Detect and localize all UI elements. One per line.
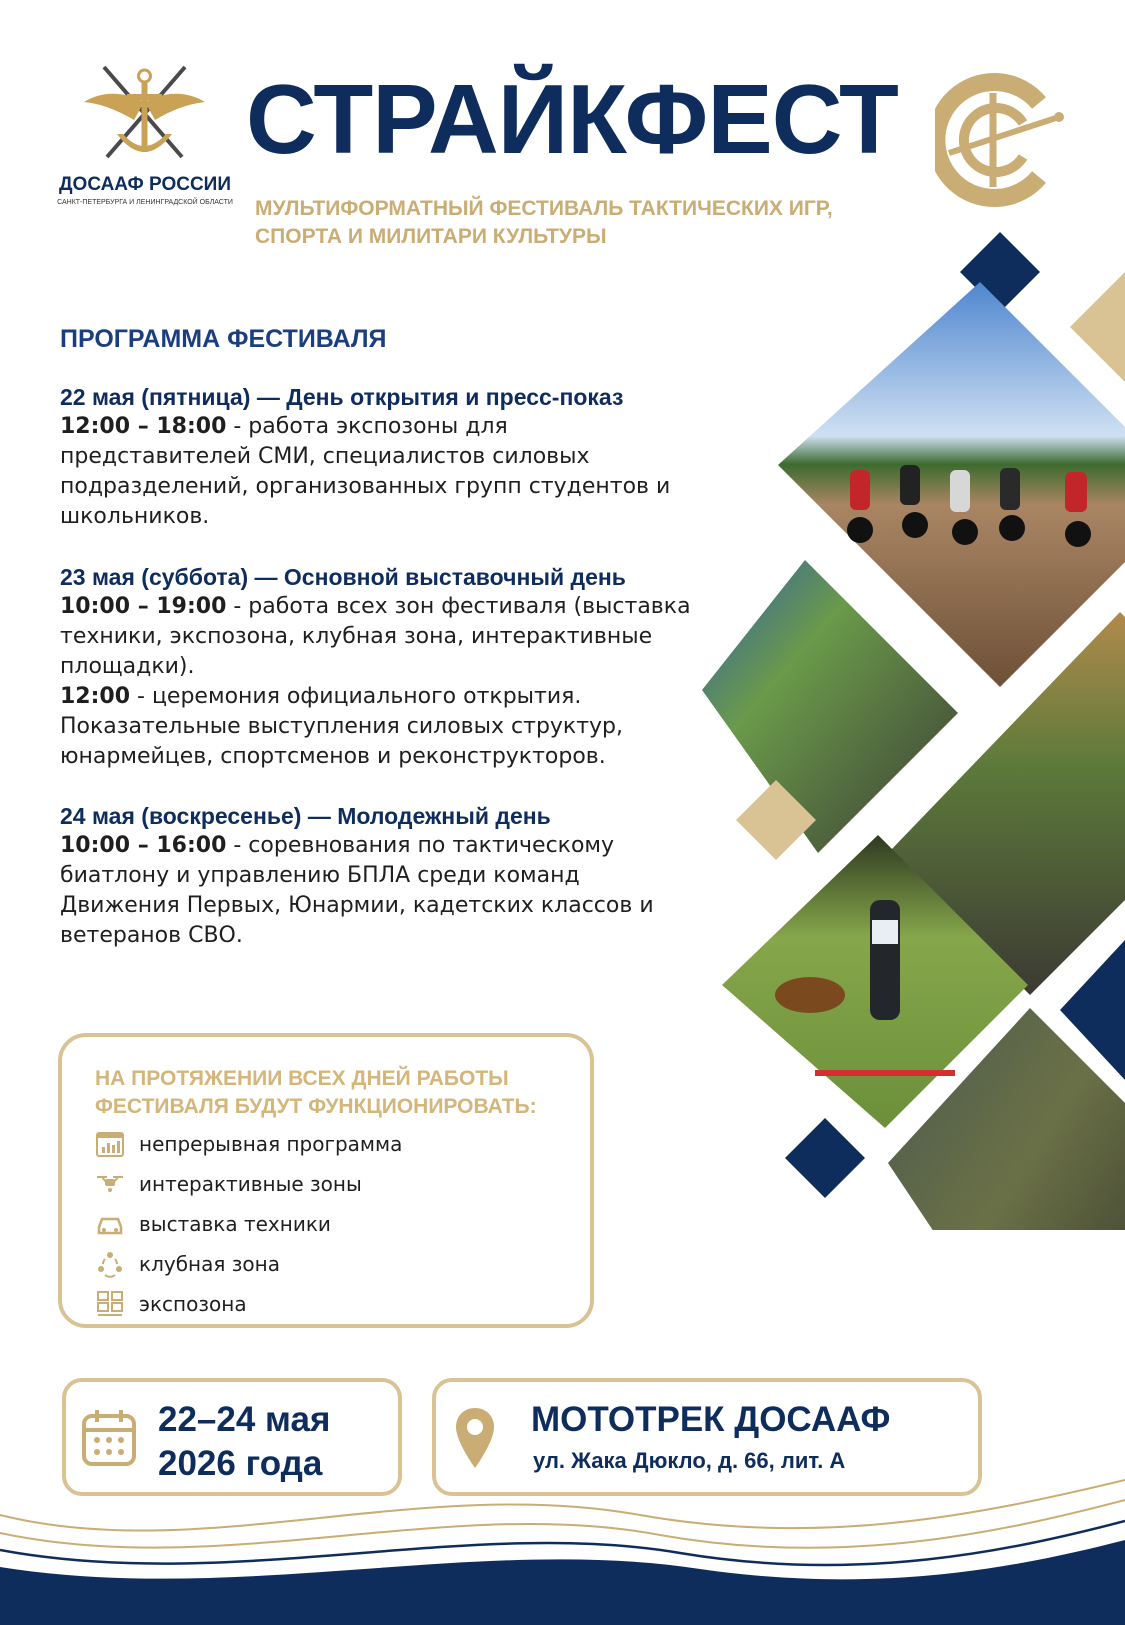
entry-text: - работа всех зон фестиваля (выставка техники, экспозона, клубная зона, интерактивные площадки). bbox=[60, 594, 691, 679]
features-heading bbox=[95, 1065, 575, 1121]
festival-title: СТРАЙКФЕСТ bbox=[246, 64, 898, 174]
feature-label: непрерывная программа bbox=[139, 1132, 403, 1156]
club-people-icon bbox=[95, 1249, 125, 1279]
features-heading-line-2: ФЕСТИВАЛЯ БУДУТ ФУНКЦИОНИРОВАТЬ: bbox=[95, 1095, 537, 1118]
schedule-entry bbox=[60, 592, 700, 682]
entry-text: - церемония официального открытия. Показательные выступления силовых структур, юнармейцев, спортсменов и реконструкторов. bbox=[60, 684, 624, 769]
entry-time: 10:00 – 16:00 bbox=[60, 833, 227, 858]
entry-text: - соревнования по тактическому биатлону и управлению БПЛА среди команд Движения Первых, Юнармии, кадетских классов и ветеранов СВО. bbox=[60, 833, 654, 948]
subtitle-line-1: МУЛЬТИФОРМАТНЫЙ ФЕСТИВАЛЬ ТАКТИЧЕСКИХ ИГР, bbox=[255, 197, 833, 220]
entry-text: - работа экспозоны для представителей СМИ, специалистов силовых подразделений, организованных групп студентов и школьников. bbox=[60, 414, 671, 529]
org-name: ДОСААФ РОССИИ bbox=[59, 174, 231, 195]
event-date bbox=[158, 1398, 330, 1486]
day-title: 23 мая (суббота) — Основной выставочный день bbox=[60, 564, 626, 590]
expo-icon bbox=[95, 1289, 125, 1319]
feature-item bbox=[95, 1168, 362, 1200]
program-day-3 bbox=[60, 801, 700, 951]
feature-item bbox=[95, 1128, 402, 1160]
schedule-entry bbox=[60, 412, 700, 532]
feature-label: экспозона bbox=[139, 1292, 247, 1316]
venue-title: МОТОТРЕК ДОСААФ bbox=[531, 1400, 891, 1439]
day-title: 22 мая (пятница) — День открытия и пресс-показ bbox=[60, 384, 624, 410]
drone-icon bbox=[95, 1169, 125, 1199]
entry-time: 10:00 – 19:00 bbox=[60, 594, 227, 619]
feature-item bbox=[95, 1248, 280, 1280]
date-box bbox=[62, 1378, 402, 1496]
location-pin-icon bbox=[454, 1406, 496, 1470]
feature-item bbox=[95, 1288, 247, 1320]
decor-diamond-gold bbox=[1070, 272, 1125, 382]
decor-diamond-navy-bottom bbox=[785, 1118, 865, 1198]
photo-mosaic bbox=[700, 230, 1125, 1230]
schedule-entry bbox=[60, 831, 700, 951]
program-heading: ПРОГРАММА ФЕСТИВАЛЯ bbox=[60, 325, 387, 353]
dosaaf-logo bbox=[55, 62, 235, 222]
anchor-wings-emblem-icon bbox=[82, 62, 207, 167]
entry-time: 12:00 – 18:00 bbox=[60, 414, 227, 439]
features-box bbox=[58, 1033, 594, 1328]
program-day-1 bbox=[60, 382, 700, 532]
calendar-icon bbox=[81, 1408, 137, 1468]
car-icon bbox=[95, 1209, 125, 1239]
subtitle-line-2: СПОРТА И МИЛИТАРИ КУЛЬТУРЫ bbox=[255, 225, 607, 248]
entry-time: 12:00 bbox=[60, 684, 131, 709]
day-title: 24 мая (воскресенье) — Молодежный день bbox=[60, 803, 551, 829]
feature-label: клубная зона bbox=[139, 1252, 280, 1276]
strikefest-logo-icon bbox=[935, 65, 1070, 215]
venue-box bbox=[432, 1378, 982, 1496]
feature-item bbox=[95, 1208, 331, 1240]
org-subtitle: САНКТ-ПЕТЕРБУРГА И ЛЕНИНГРАДСКОЙ ОБЛАСТИ bbox=[57, 199, 233, 206]
program-chart-icon bbox=[95, 1129, 125, 1159]
program-day-2 bbox=[60, 562, 700, 772]
event-date-line-1: 22–24 мая bbox=[158, 1400, 331, 1439]
features-heading-line-1: НА ПРОТЯЖЕНИИ ВСЕХ ДНЕЙ РАБОТЫ bbox=[95, 1067, 509, 1090]
schedule-entry bbox=[60, 682, 700, 772]
event-date-line-2: 2026 года bbox=[158, 1444, 323, 1483]
feature-label: выставка техники bbox=[139, 1212, 331, 1236]
venue-address: ул. Жака Дюкло, д. 66, лит. А bbox=[533, 1448, 846, 1473]
feature-label: интерактивные зоны bbox=[139, 1172, 362, 1196]
